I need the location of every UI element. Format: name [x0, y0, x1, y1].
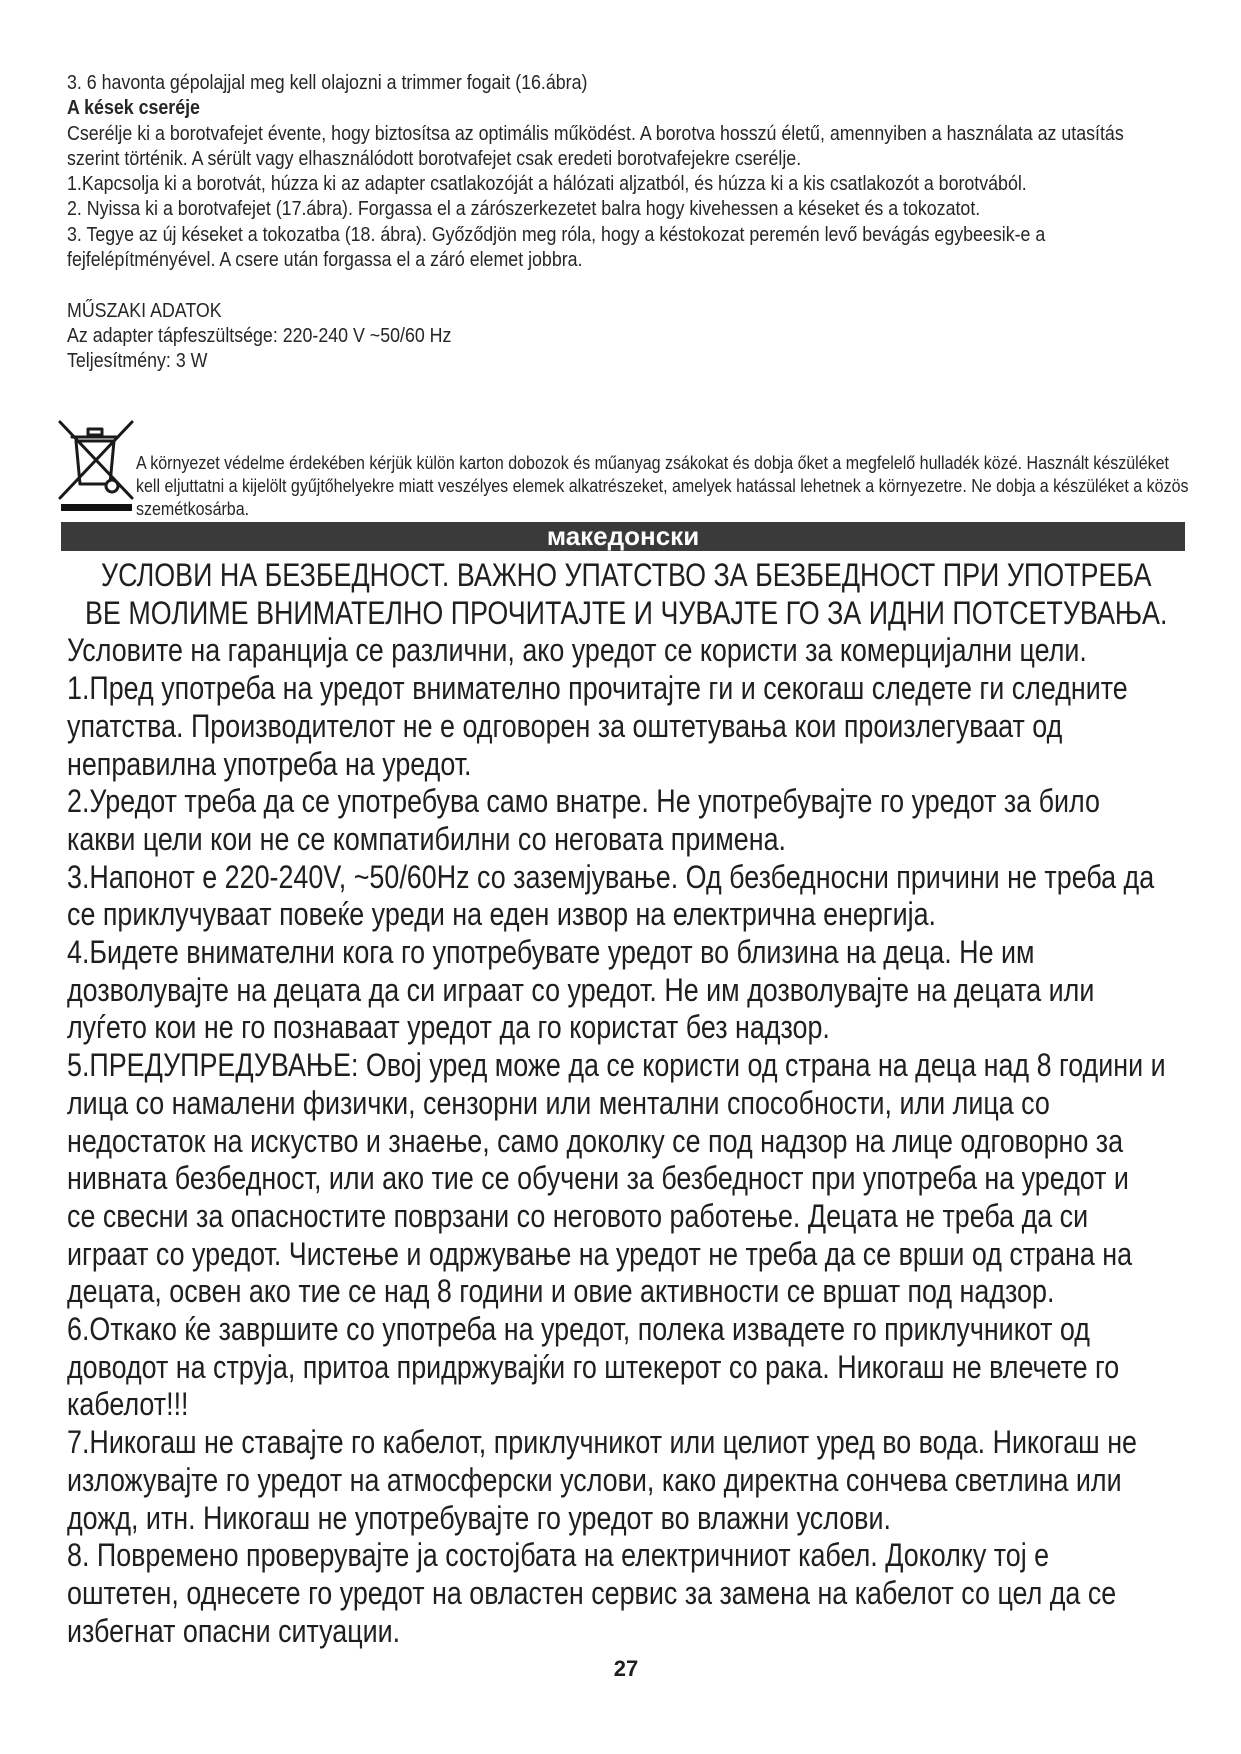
safety-item-5-warning-line: лица со намалени физички, сензорни или ментални способности, или лица со — [67, 1084, 1050, 1121]
safety-item-7 — [67, 1424, 1185, 1537]
safety-item-7-line: дожд, итн. Никогаш не употребувајте го уредот во влажни услови. — [67, 1499, 891, 1536]
safety-item-5-warning-line: недостаток на искуство и знаење, само доколку се под надзор на лице одговорно за — [67, 1122, 1124, 1159]
safety-item-7-line: 7.Никогаш не ставајте го кабелот, приклучникот или целиот уред во вода. Никогаш не — [67, 1424, 1138, 1461]
technical-data-line: Az adapter tápfeszültsége: 220-240 V ~50/60 Hz — [67, 324, 452, 347]
safety-item-5-warning — [67, 1047, 1185, 1311]
maintenance-step: 3. 6 havonta gépolajjal meg kell olajozni a trimmer fogait (16.ábra) — [67, 72, 588, 94]
safety-item-6 — [67, 1311, 1185, 1424]
language-heading-bar — [61, 522, 1185, 551]
macedonian-section — [67, 557, 1185, 1650]
safety-item-4-line: дозволувајте на децата да си играат со уредот. Не им дозволувајте на децата или — [67, 971, 1095, 1008]
blade-replacement-line: 1.Kapcsolja ki a borotvát, húzza ki az adapter csatlakozóját a hálózati aljzatból, és húzza ki a kis csatlakozót a borotvából. — [67, 173, 1027, 196]
safety-item-2-line: 2.Уредот треба да се употребува само внатре. Не употребувајте го уредот за било — [67, 783, 1100, 820]
safety-item-3 — [67, 859, 1185, 934]
safety-item-5-warning-line: нивната безбедност, или ако тие се обучени за безбедност при употреба на уредот и — [67, 1160, 1129, 1197]
safety-title-line: УСЛОВИ НА БЕЗБЕДНОСТ. ВАЖНО УПАТСТВО ЗА БЕЗБЕДНОСТ ПРИ УПОТРЕБА — [101, 557, 1152, 593]
safety-item-2-line: какви цели кои не се компатибилни со неговата примена. — [67, 820, 787, 857]
safety-title-line: ВЕ МОЛИМЕ ВНИМАТЕЛНО ПРОЧИТАЈТЕ И ЧУВАЈТЕ ГО ЗА ИДНИ ПОТСЕТУВАЊА. — [84, 594, 1168, 631]
safety-item-2 — [67, 783, 1185, 858]
safety-item-8 — [67, 1537, 1185, 1650]
disposal-notice-line: szemétkosárba. — [136, 499, 250, 519]
safety-item-3-line: 3.Напонот е 220-240V, ~50/60Hz со заземјување. Од безбедносни причини не треба да — [67, 858, 1155, 895]
safety-item-1-line: 1.Пред употреба на уредот внимателно прочитајте ги и секогаш следете ги следните — [67, 670, 1128, 707]
safety-item-5-warning-line: се свесни за опасностите поврзани со неговото работење. Децата не треба да си — [67, 1197, 1089, 1234]
warranty-note — [67, 632, 1185, 670]
safety-item-4-line: луѓето кои не го познаваат уредот да го користат без надзор. — [67, 1009, 830, 1046]
language-heading: македонски — [546, 521, 700, 551]
disposal-notice-line: kell eljuttatni a kijelölt gyűjtőhelyekre miatt veszélyes elemek alkatrészeket, amelyek hatással lehetnek a környezetre. Ne dobja a készüléket a közös — [136, 476, 1189, 496]
safety-item-7-line: изложувајте го уредот на атмосферски услови, како директна сончева светлина или — [67, 1461, 1122, 1498]
disposal-notice-line: A környezet védelme érdekében kérjük külön karton dobozok és műanyag zsákokat és dobja őket a megfelelő hulladék közé. Használt készüléket — [136, 453, 1170, 473]
disposal-notice — [136, 452, 1196, 521]
blade-replacement-line: Cserélje ki a borotvafejet évente, hogy biztosítsa az optimális működést. A borotva hosszú életű, amennyiben a használata az utasítás — [67, 122, 1124, 145]
blade-replacement-heading: A kések cseréje — [67, 97, 200, 120]
safety-item-8-line: 8. Повремено проверувајте ја состојбата на електричниот кабел. Доколку тој е — [67, 1537, 1050, 1574]
safety-item-1 — [67, 670, 1185, 783]
technical-data-line: Teljesítmény: 3 W — [67, 350, 208, 373]
technical-data-heading: MŰSZAKI ADATOK — [67, 299, 222, 322]
blade-replacement-line: fejfelépítményével. A csere után forgassa el a záró elemet jobbra. — [67, 249, 583, 272]
blade-replacement-line: 3. Tegye az új késeket a tokozatba (18. ábra). Győződjön meg róla, hogy a késtokozat peremén levő bevágás egybeesik-e a — [67, 223, 1046, 246]
safety-item-8-line: избегнат опасни ситуации. — [67, 1612, 401, 1649]
bin-handle — [88, 429, 102, 435]
safety-item-4 — [67, 934, 1185, 1047]
safety-item-4-line: 4.Бидете внимателни кога го употребувате уредот во близина на деца. Не им — [67, 934, 1035, 971]
blade-replacement-line: 2. Nyissa ki a borotvafejet (17.ábra). Forgassa el a zárószerkezetet balra hogy kivehessen a késeket és a tokozatot. — [67, 198, 981, 221]
safety-item-1-line: неправилна употреба на уредот. — [67, 745, 472, 782]
safety-item-6-line: кабелот!!! — [67, 1386, 189, 1423]
safety-item-6-line: доводот на струја, притоа придржувајќи го штекерот со рака. Никогаш не влечете го — [67, 1348, 1120, 1385]
safety-item-5-warning-line: децата, освен ако тие се над 8 години и овие активности се вршат под надзор. — [67, 1273, 1055, 1310]
safety-item-1-line: упатства. Производителот не е одговорен за оштетувања кои произлегуваат од — [67, 707, 1063, 744]
page-number: 27 — [613, 1656, 639, 1681]
safety-item-3-line: се приклучуваат повеќе уреди на еден извор на електрична енергија. — [67, 896, 937, 933]
crossed-out-wheelie-bin-icon — [56, 418, 136, 502]
warranty-note-line: Условите на гаранција се различни, ако уредот се користи за комерцијални цели. — [67, 632, 1087, 669]
blade-replacement-line: szerint történik. A sérült vagy elhasználódott borotvafejet csak eredeti borotvafejekre cserélje. — [67, 147, 802, 170]
safety-item-5-warning-line: играат со уредот. Чистење и одржување на уредот не треба да се врши од страна на — [67, 1235, 1133, 1272]
safety-item-8-line: оштетен, однесете го уредот на овластен сервис за замена на кабелот со цел да се — [67, 1574, 1117, 1611]
weee-underline-bar — [61, 504, 132, 511]
safety-item-5-warning-line: 5.ПРЕДУПРЕДУВАЊЕ: Овој уред може да се користи од страна на деца над 8 години и — [67, 1047, 1166, 1084]
safety-item-6-line: 6.Откако ќе завршите со употреба на уредот, полека извадете го приклучникот од — [67, 1311, 1090, 1348]
hungarian-section — [67, 71, 1187, 375]
